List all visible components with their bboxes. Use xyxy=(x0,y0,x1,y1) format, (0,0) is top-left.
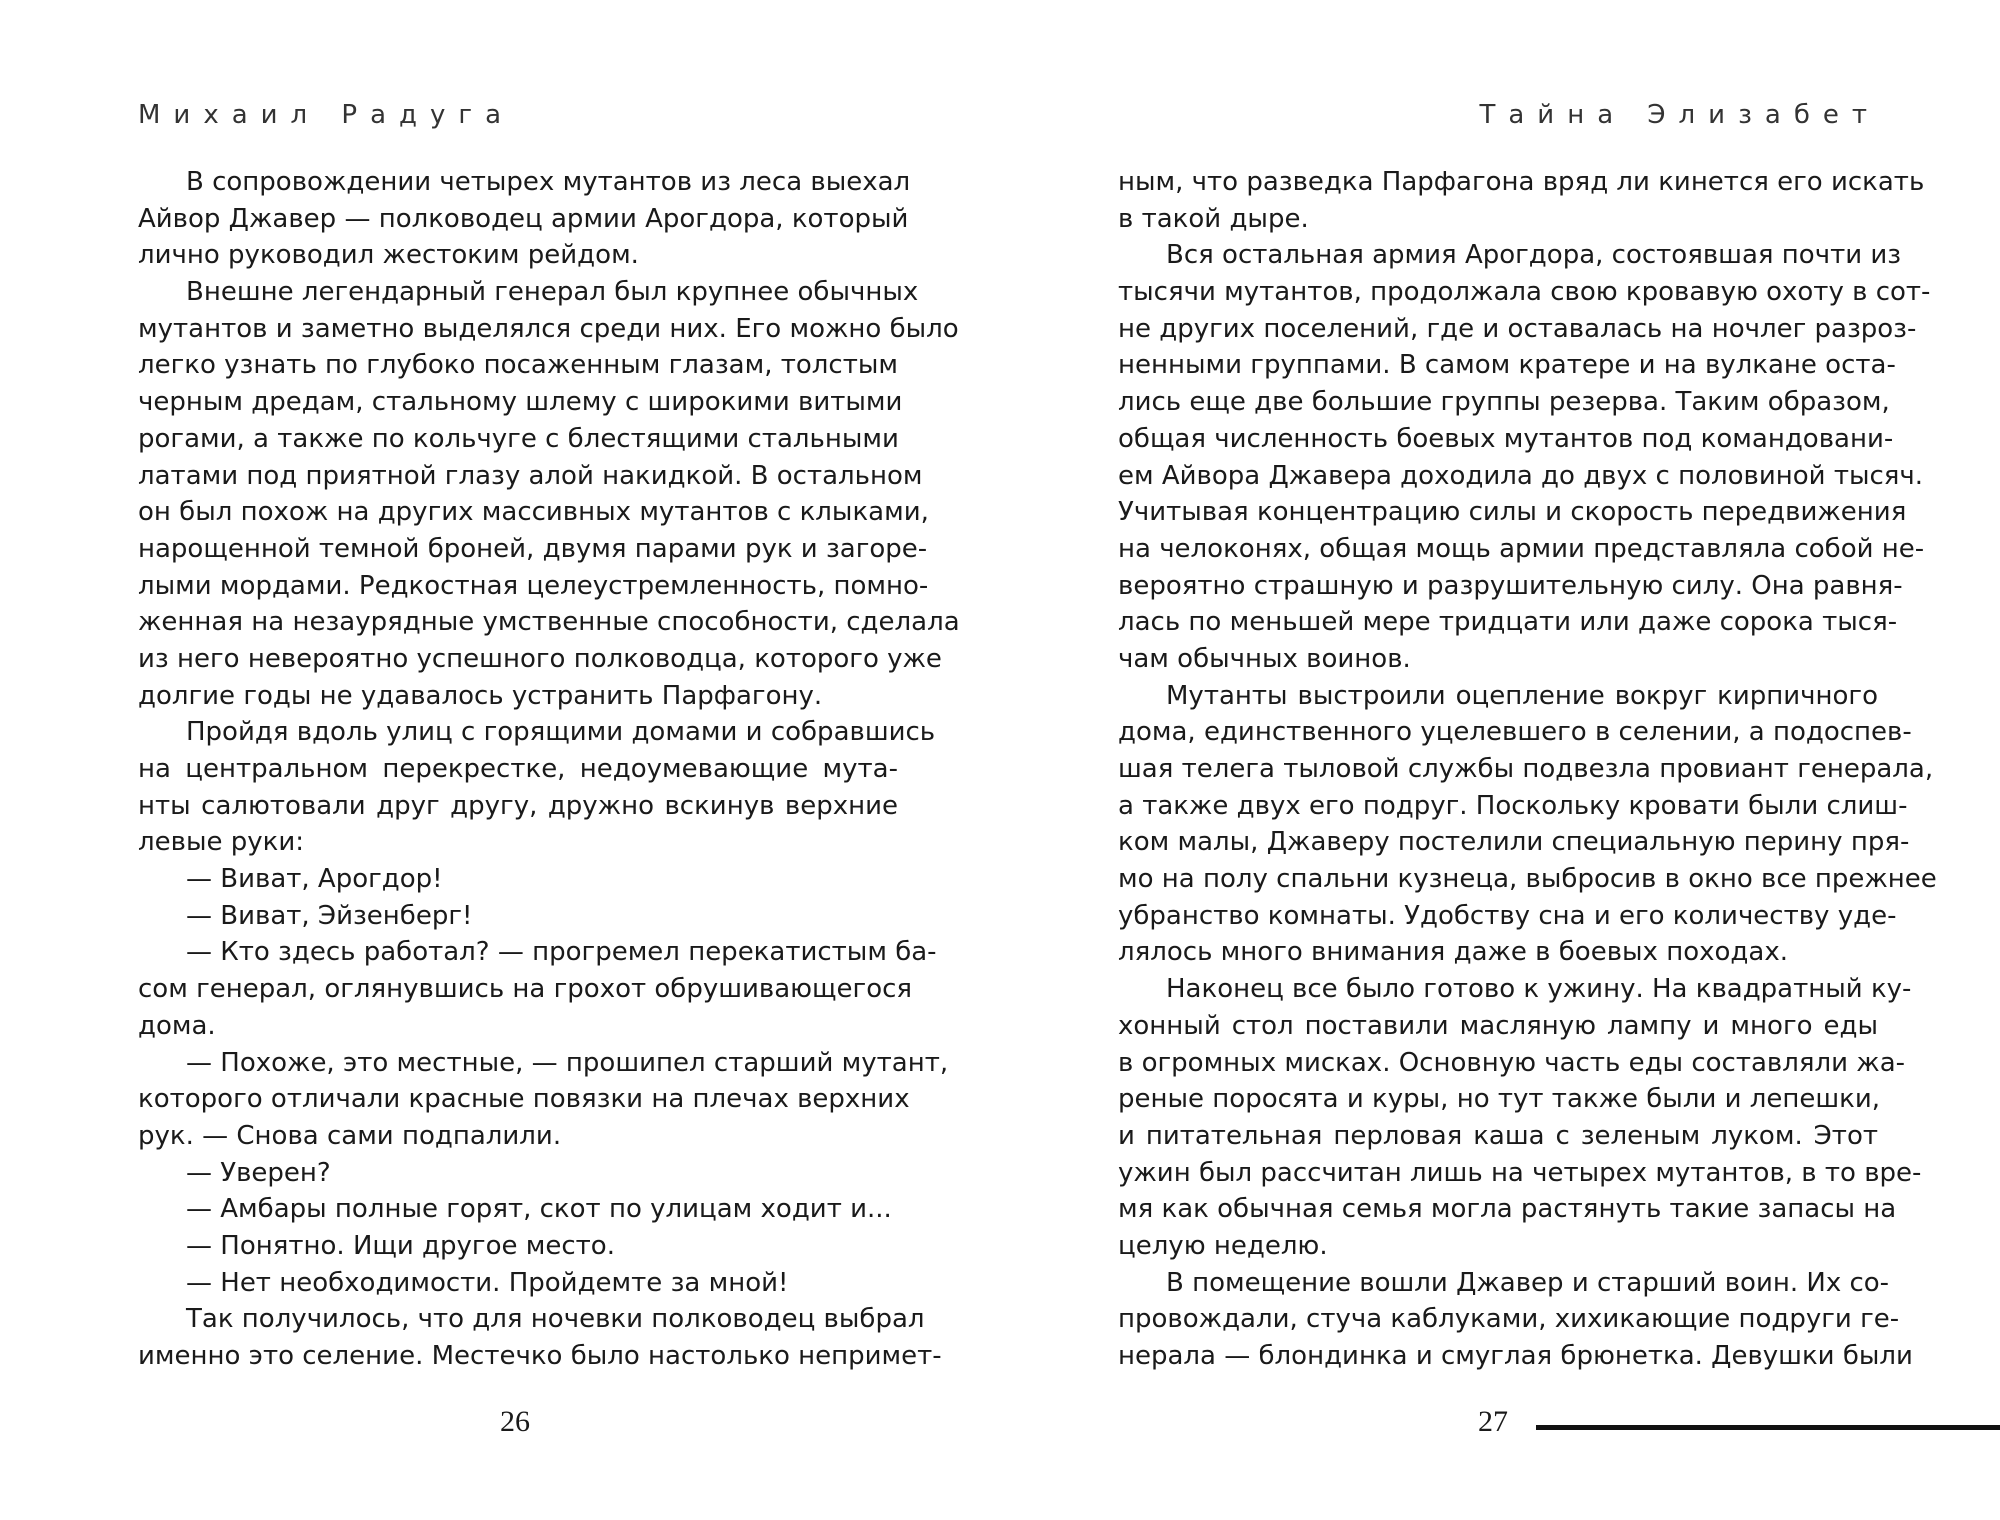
text-line: убранство комнаты. Удобству сна и его количеству уде- xyxy=(1118,900,1897,931)
text-line: долгие годы не удавалось устранить Парфагону. xyxy=(138,680,823,711)
text-line: — Похоже, это местные, — прошипел старший мутант, xyxy=(186,1047,949,1078)
text-line: лыми мордами. Редкостная целеустремленность, помно- xyxy=(138,570,929,601)
text-line: именно это селение. Местечко было настолько непримет- xyxy=(138,1341,942,1371)
right-page xyxy=(1000,0,2000,1520)
text-line: черным дредам, стальному шлему с широкими витыми xyxy=(138,387,903,418)
text-line: мутантов и заметно выделялся среди них. Его можно было xyxy=(138,313,959,344)
page-number-left: 26 xyxy=(500,1405,530,1438)
left-page-body-text xyxy=(138,164,960,1375)
page-number-rule xyxy=(1536,1425,2000,1430)
page-number-right: 27 xyxy=(1478,1405,1508,1438)
running-head-title: Тайна Элизабет xyxy=(1479,100,1880,130)
text-line: Так получилось, что для ночевки полководец выбрал xyxy=(186,1304,925,1335)
text-line: ком малы, Джаверу постелили специальную перину пря- xyxy=(1118,827,1910,858)
text-line: Мутанты выстроили оцепление вокруг кирпичного xyxy=(1166,680,1878,711)
text-line: ненными группами. В самом кратере и на вулкане оста- xyxy=(1118,350,1896,381)
text-line: ужин был рассчитан лишь на четырех мутантов, в то вре- xyxy=(1118,1157,1922,1188)
text-line: рогами, а также по кольчуге с блестящими стальными xyxy=(138,423,899,454)
text-line: нты салютовали друг другу, дружно вскинув верхние xyxy=(138,790,898,821)
text-line: и питательная перловая каша с зеленым луком. Этот xyxy=(1118,1120,1878,1151)
text-line: тысячи мутантов, продолжала свою кровавую охоту в сот- xyxy=(1118,277,1931,308)
text-line: не других поселений, где и оставалась на ночлег разроз- xyxy=(1118,313,1917,344)
text-line: — Нет необходимости. Пройдемте за мной! xyxy=(186,1267,789,1298)
text-line: лялось много внимания даже в боевых походах. xyxy=(1118,937,1788,968)
text-line: — Амбары полные горят, скот по улицам ходит и... xyxy=(186,1194,892,1225)
text-line: легко узнать по глубоко посаженным глазам, толстым xyxy=(138,350,899,381)
text-line: В сопровождении четырех мутантов из леса выехал xyxy=(186,167,911,197)
text-line: вероятно страшную и разрушительную силу. Она равня- xyxy=(1118,570,1903,601)
text-line: женная на незаурядные умственные способности, сделала xyxy=(138,607,960,638)
text-line: Наконец все было готово к ужину. На квадратный ку- xyxy=(1166,974,1912,1005)
text-line: в такой дыре. xyxy=(1118,203,1309,234)
text-line: мо на полу спальни кузнеца, выбросив в окно все прежнее xyxy=(1118,864,1937,895)
text-line: нарощенной темной броней, двумя парами рук и загоре- xyxy=(138,533,928,564)
text-line: на челоконях, общая мощь армии представляла собой не- xyxy=(1118,533,1925,564)
text-line: В помещение вошли Джавер и старший воин. Их со- xyxy=(1166,1267,1890,1298)
text-line: левые руки: xyxy=(138,827,304,858)
text-line: чам обычных воинов. xyxy=(1118,643,1411,674)
text-line: латами под приятной глазу алой накидкой. В остальном xyxy=(138,460,923,491)
text-line: ем Айвора Джавера доходила до двух с половиной тысяч. xyxy=(1118,460,1924,491)
text-line: — Уверен? xyxy=(186,1157,331,1188)
text-line: мя как обычная семья могла растянуть такие запасы на xyxy=(1118,1194,1897,1225)
text-line: нерала — блондинка и смуглая брюнетка. Девушки были xyxy=(1118,1341,1913,1371)
text-line: дома, единственного уцелевшего в селении, а подоспев- xyxy=(1118,717,1912,748)
text-line: хонный стол поставили масляную лампу и много еды xyxy=(1118,1010,1878,1041)
text-line: — Виват, Эйзенберг! xyxy=(186,900,473,931)
text-line: — Кто здесь работал? — прогремел перекатистым ба- xyxy=(186,937,937,968)
text-line: лично руководил жестоким рейдом. xyxy=(138,240,639,271)
text-line: общая численность боевых мутантов под командовани- xyxy=(1118,423,1894,454)
text-line: — Виват, Арогдор! xyxy=(186,864,443,895)
text-line: которого отличали красные повязки на плечах верхних xyxy=(138,1084,910,1115)
text-line: рук. — Снова сами подпалили. xyxy=(138,1120,562,1151)
text-line: он был похож на других массивных мутантов с клыками, xyxy=(138,497,929,528)
text-line: сом генерал, оглянувшись на грохот обрушивающегося xyxy=(138,974,913,1005)
text-line: Вся остальная армия Арогдора, состоявшая почти из xyxy=(1166,240,1902,271)
running-head-author: Михаил Радуга xyxy=(138,100,514,130)
text-line: реные поросята и куры, но тут также были и лепешки, xyxy=(1118,1084,1881,1115)
text-line: Пройдя вдоль улиц с горящими домами и собравшись xyxy=(186,717,936,748)
text-line: провождали, стуча каблуками, хихикающие подруги ге- xyxy=(1118,1304,1900,1335)
text-line: Айвор Джавер — полководец армии Арогдора, который xyxy=(138,203,909,234)
text-line: а также двух его подруг. Поскольку кровати были слиш- xyxy=(1118,790,1908,821)
text-line: Внешне легендарный генерал был крупнее обычных xyxy=(186,277,919,308)
text-line: лась по меньшей мере тридцати или даже сорока тыся- xyxy=(1118,607,1898,638)
text-line: целую неделю. xyxy=(1118,1230,1328,1261)
text-line: на центральном перекрестке, недоумевающие мута- xyxy=(138,754,898,784)
text-line: — Понятно. Ищи другое место. xyxy=(186,1230,615,1261)
text-line: лись еще две большие группы резерва. Таким образом, xyxy=(1118,387,1890,418)
text-line: в огромных мисках. Основную часть еды составляли жа- xyxy=(1118,1047,1906,1078)
text-line: дома. xyxy=(138,1010,216,1041)
text-line: Учитывая концентрацию силы и скорость передвижения xyxy=(1118,497,1907,528)
text-line: ным, что разведка Парфагона вряд ли кинется его искать xyxy=(1118,167,1925,197)
right-page-body-text xyxy=(1118,164,1937,1375)
text-line: из него невероятно успешного полководца, которого уже xyxy=(138,643,942,674)
text-line: шая телега тыловой службы подвезла провиант генерала, xyxy=(1118,754,1934,784)
